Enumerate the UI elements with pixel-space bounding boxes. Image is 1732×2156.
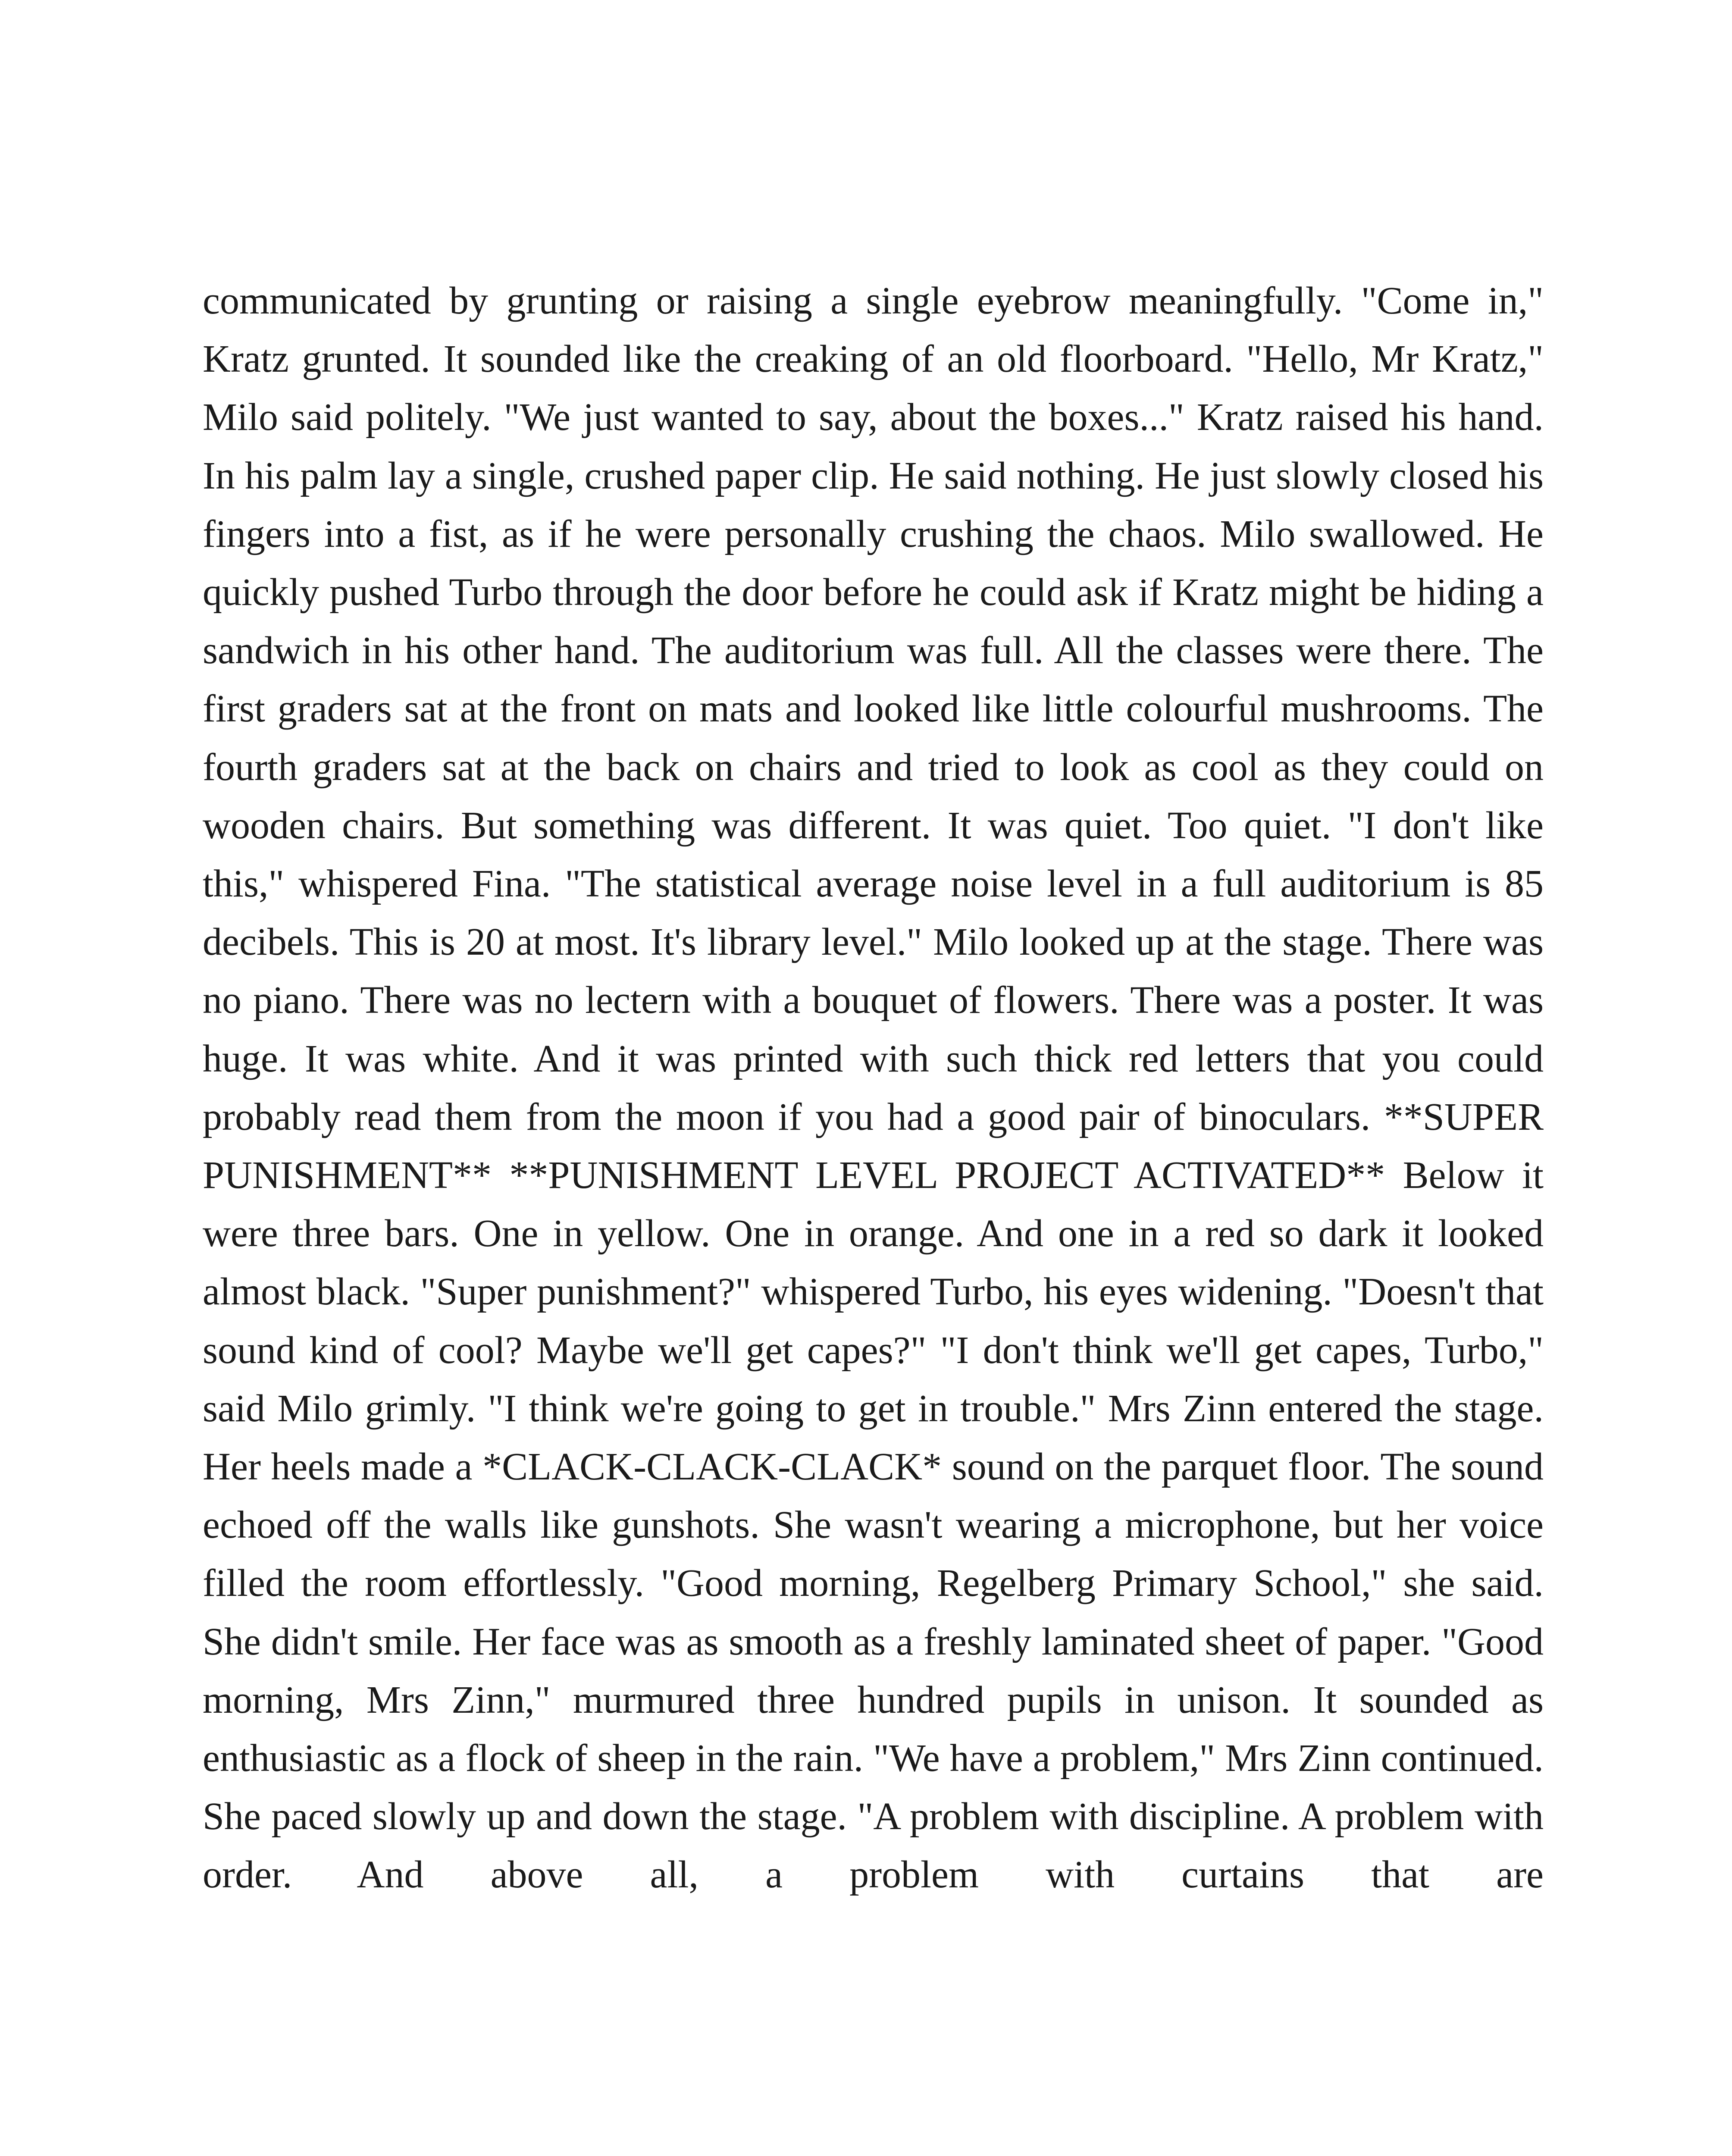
body-paragraph: communicated by grunting or raising a single eyebrow meaningfully. "Come in," Kratz grunted. It sounded like the creaking of an old floorboard. "Hello, Mr Kratz," Milo said politely. "We just wanted to say, about the boxes..." Kratz raised his hand. In his palm lay a single, crushed paper clip. He said nothing. He just slowly closed his fingers into a fist, as if he were personally crushing the chaos. Milo swallowed. He quickly pushed Turbo through the door before he could ask if Kratz might be hiding a sandwich in his other hand. The auditorium was full. All the classes were there. The first graders sat at the front on mats and looked like little colourful mushrooms. The fourth graders sat at the back on chairs and tried to look as cool as they could on wooden chairs. But something was different. It was quiet. Too quiet. "I don't like this," whispered Fina. "The statistical average noise level in a full auditorium is 85 decibels. This is 20 at most. It's library level." Milo looked up at the stage. There was no piano. There was no lectern with a bouquet of flowers. There was a poster. It was huge. It was white. And it was printed with such thick red letters that you could probably read them from the moon if you had a good pair of binoculars. **SUPER PUNISHMENT** **PUNISHMENT LEVEL PROJECT ACTIVATED** Below it were three bars. One in yellow. One in orange. And one in a red so dark it looked almost black. "Super punishment?" whispered Turbo, his eyes widening. "Doesn't that sound kind of cool? Maybe we'll get capes?" "I don't think we'll get capes, Turbo," said Milo grimly. "I think we're going to get in trouble." Mrs Zinn entered the stage. Her heels made a *CLACK-CLACK-CLACK* sound on the parquet floor. The sound echoed off the walls like gunshots. She wasn't wearing a microphone, but her voice filled the room effortlessly. "Good morning, Regelberg Primary School," she said. She didn't smile. Her face was as smooth as a freshly laminated sheet of paper. "Good morning, Mrs Zinn," murmured three hundred pupils in unison. It sounded as enthusiastic as a flock of sheep in the rain. "We have a problem," Mrs Zinn continued. She paced slowly up and down the stage. "A problem with discipline. A problem with order. And above all, a problem with curtains that are bbox=[203, 279, 1544, 1896]
